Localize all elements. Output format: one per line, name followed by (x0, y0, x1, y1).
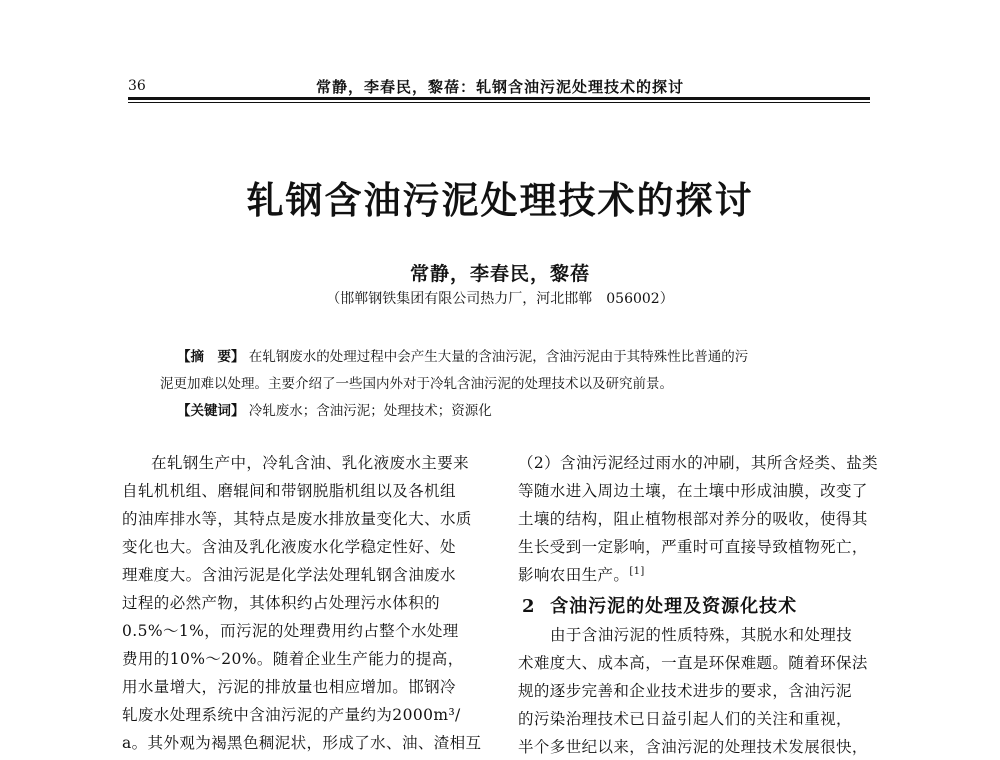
affiliation: （邯郸钢铁集团有限公司热力厂，河北邯郸 056002） (326, 291, 674, 307)
section-title: 含油污泥的处理及资源化技术 (550, 596, 798, 617)
abstract-line-2: 泥更加难以处理。主要介绍了一些国内外对于冷轧含油污泥的处理技术以及研究前景。 (160, 376, 673, 392)
left-line: a。其外观为褐黑色稠泥状，形成了水、油、渣相互 (122, 734, 482, 752)
right-line: 生长受到一定影响，严重时可直接导致植物死亡， (518, 538, 868, 556)
abstract-text-1: 在轧钢废水的处理过程中会产生大量的含油污泥，含油污泥由于其特殊性比普通的污 (248, 349, 749, 365)
header-rule-thin (128, 102, 870, 103)
keywords-label: 【关键词】 (177, 403, 245, 419)
right-line: （2）含油污泥经过雨水的冲刷，其所含烃类、盐类 (518, 454, 879, 472)
section-line: 半个多世纪以来，含油污泥的处理技术发展很快， (518, 738, 868, 756)
left-line: 在轧钢生产中，冷轧含油、乳化液废水主要来 (151, 454, 470, 472)
running-header: 常静，李春民，黎蓓：轧钢含油污泥处理技术的探讨 (315, 78, 684, 96)
abstract-line-1 (177, 345, 748, 365)
left-line: 的油库排水等，其特点是废水排放量变化大、水质 (122, 510, 472, 528)
section-line: 规的逐步完善和企业技术进步的要求，含油污泥 (518, 682, 852, 700)
left-line: 过程的必然产物，其体积约占处理污水体积的 (122, 594, 441, 612)
right-line-text: 影响农田生产。 (518, 566, 630, 584)
right-line (518, 563, 645, 585)
section-line: 由于含油污泥的性质特殊，其脱水和处理技 (550, 626, 853, 644)
abstract-label: 【摘 要】 (177, 349, 245, 365)
left-line: 轧废水处理系统中含油污泥的产量约为2000m³/ (122, 706, 461, 724)
left-line: 用水量增大，污泥的排放量也相应增加。邯钢冷 (122, 678, 456, 696)
left-line: 理难度大。含油污泥是化学法处理轧钢含油废水 (122, 566, 456, 584)
left-line: 自轧机机组、磨辊间和带钢脱脂机组以及各机组 (122, 482, 456, 500)
right-line: 等随水进入周边土壤，在土壤中形成油膜，改变了 (518, 482, 868, 500)
article-title: 轧钢含油污泥处理技术的探讨 (246, 178, 754, 222)
section-line: 术难度大、成本高，一直是环保难题。随着环保法 (518, 654, 868, 672)
header-rule-thick (128, 97, 870, 100)
authors: 常静，李春民，黎蓓 (409, 263, 590, 285)
keywords-line (177, 399, 492, 419)
left-line: 变化也大。含油及乳化液废水化学稳定性好、处 (122, 538, 456, 556)
right-line: 土壤的结构，阻止植物根部对养分的吸收，使得其 (518, 510, 868, 528)
left-line: 费用的10%～20%。随着企业生产能力的提高， (122, 650, 464, 668)
page-number: 36 (128, 78, 146, 94)
left-line: 0.5%～1%，而污泥的处理费用约占整个水处理 (122, 622, 459, 640)
keywords-text: 冷轧废水；含油污泥；处理技术；资源化 (248, 403, 492, 419)
section-line: 的污染治理技术已日益引起人们的关注和重视， (518, 710, 852, 728)
section-heading (522, 592, 797, 618)
citation-ref: [1] (629, 565, 645, 577)
section-number: 2 (522, 596, 536, 617)
